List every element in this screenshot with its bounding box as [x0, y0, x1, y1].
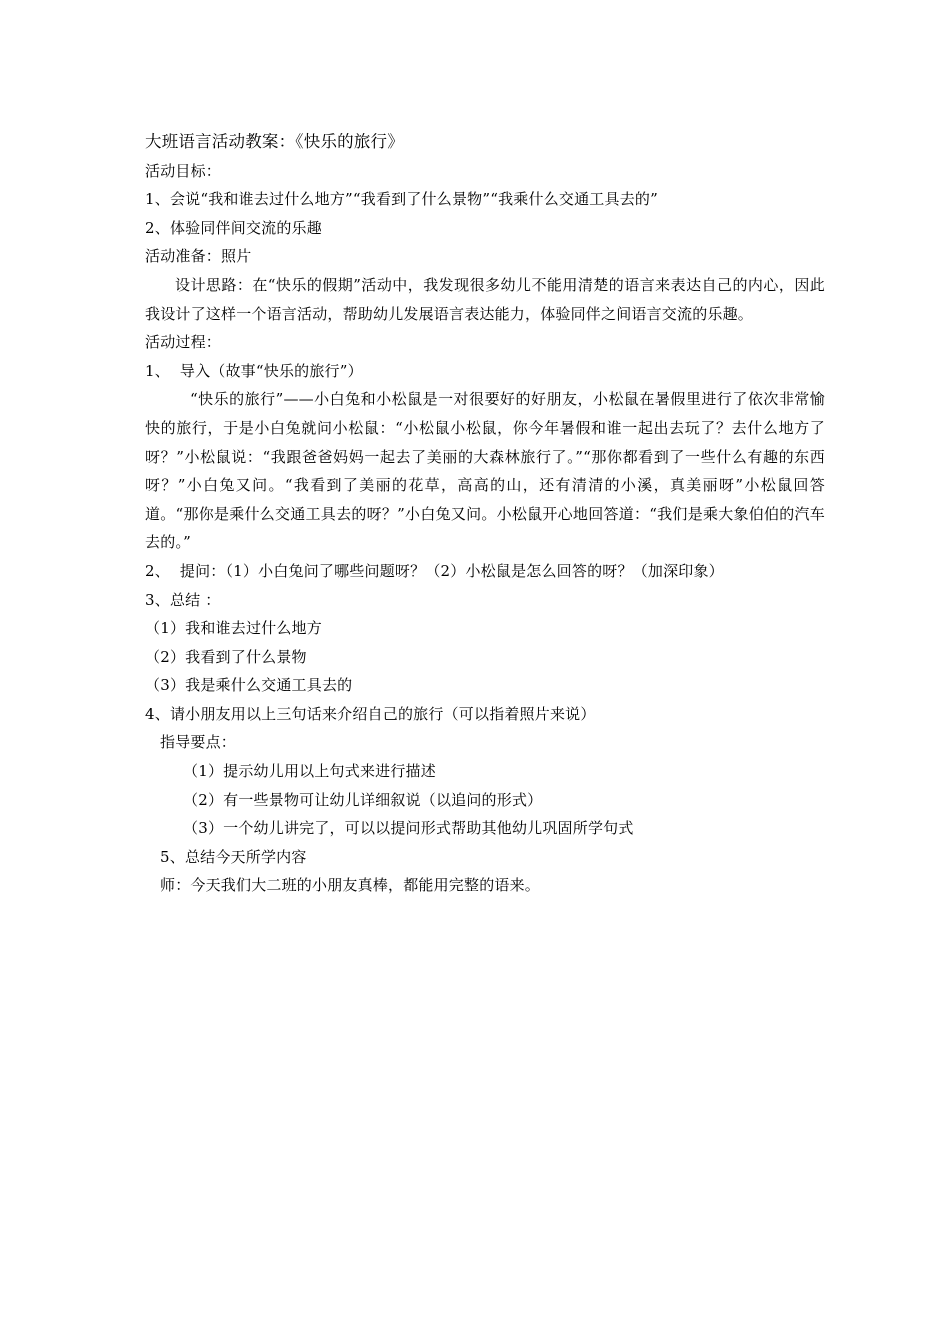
document-body — [145, 128, 825, 900]
summary-item-3: （3）我是乘什么交通工具去的 — [145, 676, 353, 695]
goal-item-1: 1、会说“我和谁去过什么地方”“我看到了什么景物”“我乘什么交通工具去的” — [145, 190, 658, 209]
step-2-line: 2、 提问：（1）小白兔问了哪些问题呀？（2）小松鼠是怎么回答的呀？（加深印象） — [145, 561, 724, 580]
process-heading: 活动过程： — [145, 333, 222, 352]
document-title: 大班语言活动教案：《快乐的旅行》 — [145, 132, 404, 151]
step-5-line: 5、总结今天所学内容 — [160, 847, 307, 866]
step-4-line: 4、请小朋友用以上三句话来介绍自己的旅行（可以指着照片来说） — [145, 704, 596, 723]
preparation-line: 活动准备：照片 — [145, 247, 252, 266]
step-3-line: 3、总结 ： — [145, 590, 221, 609]
closing-line: 师：今天我们大二班的小朋友真棒，都能用完整的语来。 — [160, 876, 541, 895]
guidance-item-1: （1）提示幼儿用以上句式来进行描述 — [183, 762, 436, 781]
guidance-item-2: （2）有一些景物可让幼儿详细叙说（以追问的形式） — [183, 790, 543, 809]
summary-item-2: （2）我看到了什么景物 — [145, 647, 307, 666]
goal-item-2: 2、体验同伴间交流的乐趣 — [145, 218, 322, 237]
story-paragraph: “快乐的旅行”——小白兔和小松鼠是一对很要好的好朋友，小松鼠在暑假里进行了依次非常愉快的旅行，于是小白兔就问小松鼠：“小松鼠小松鼠，你今年暑假和谁一起出去玩了？去什么地方了呀？”小松鼠说：“我跟爸爸妈妈一起去了美丽的大森林旅行了。”“那你都看到了一些什么有趣的东西呀？”小白兔又问。“我看到了美丽的花草，高高的山，还有清清的小溪，真美丽呀”小松鼠回答道。“那你是乘什么交通工具去的呀？”小白兔又问。小松鼠开心地回答道：“我们是乘大象伯伯的汽车去的。” — [145, 390, 825, 552]
goals-heading: 活动目标： — [145, 161, 222, 180]
guidance-item-3: （3）一个幼儿讲完了，可以以提问形式帮助其他幼儿巩固所学句式 — [183, 819, 634, 838]
design-idea-paragraph: 设计思路：在“快乐的假期”活动中，我发现很多幼儿不能用清楚的语言来表达自己的内心，因此我设计了这样一个语言活动，帮助幼儿发展语言表达能力，体验同伴之间语言交流的乐趣。 — [145, 275, 825, 323]
summary-item-1: （1）我和谁去过什么地方 — [145, 619, 322, 638]
guidance-heading: 指导要点： — [160, 733, 237, 752]
step-1-line: 1、 导入（故事“快乐的旅行”） — [145, 361, 363, 380]
